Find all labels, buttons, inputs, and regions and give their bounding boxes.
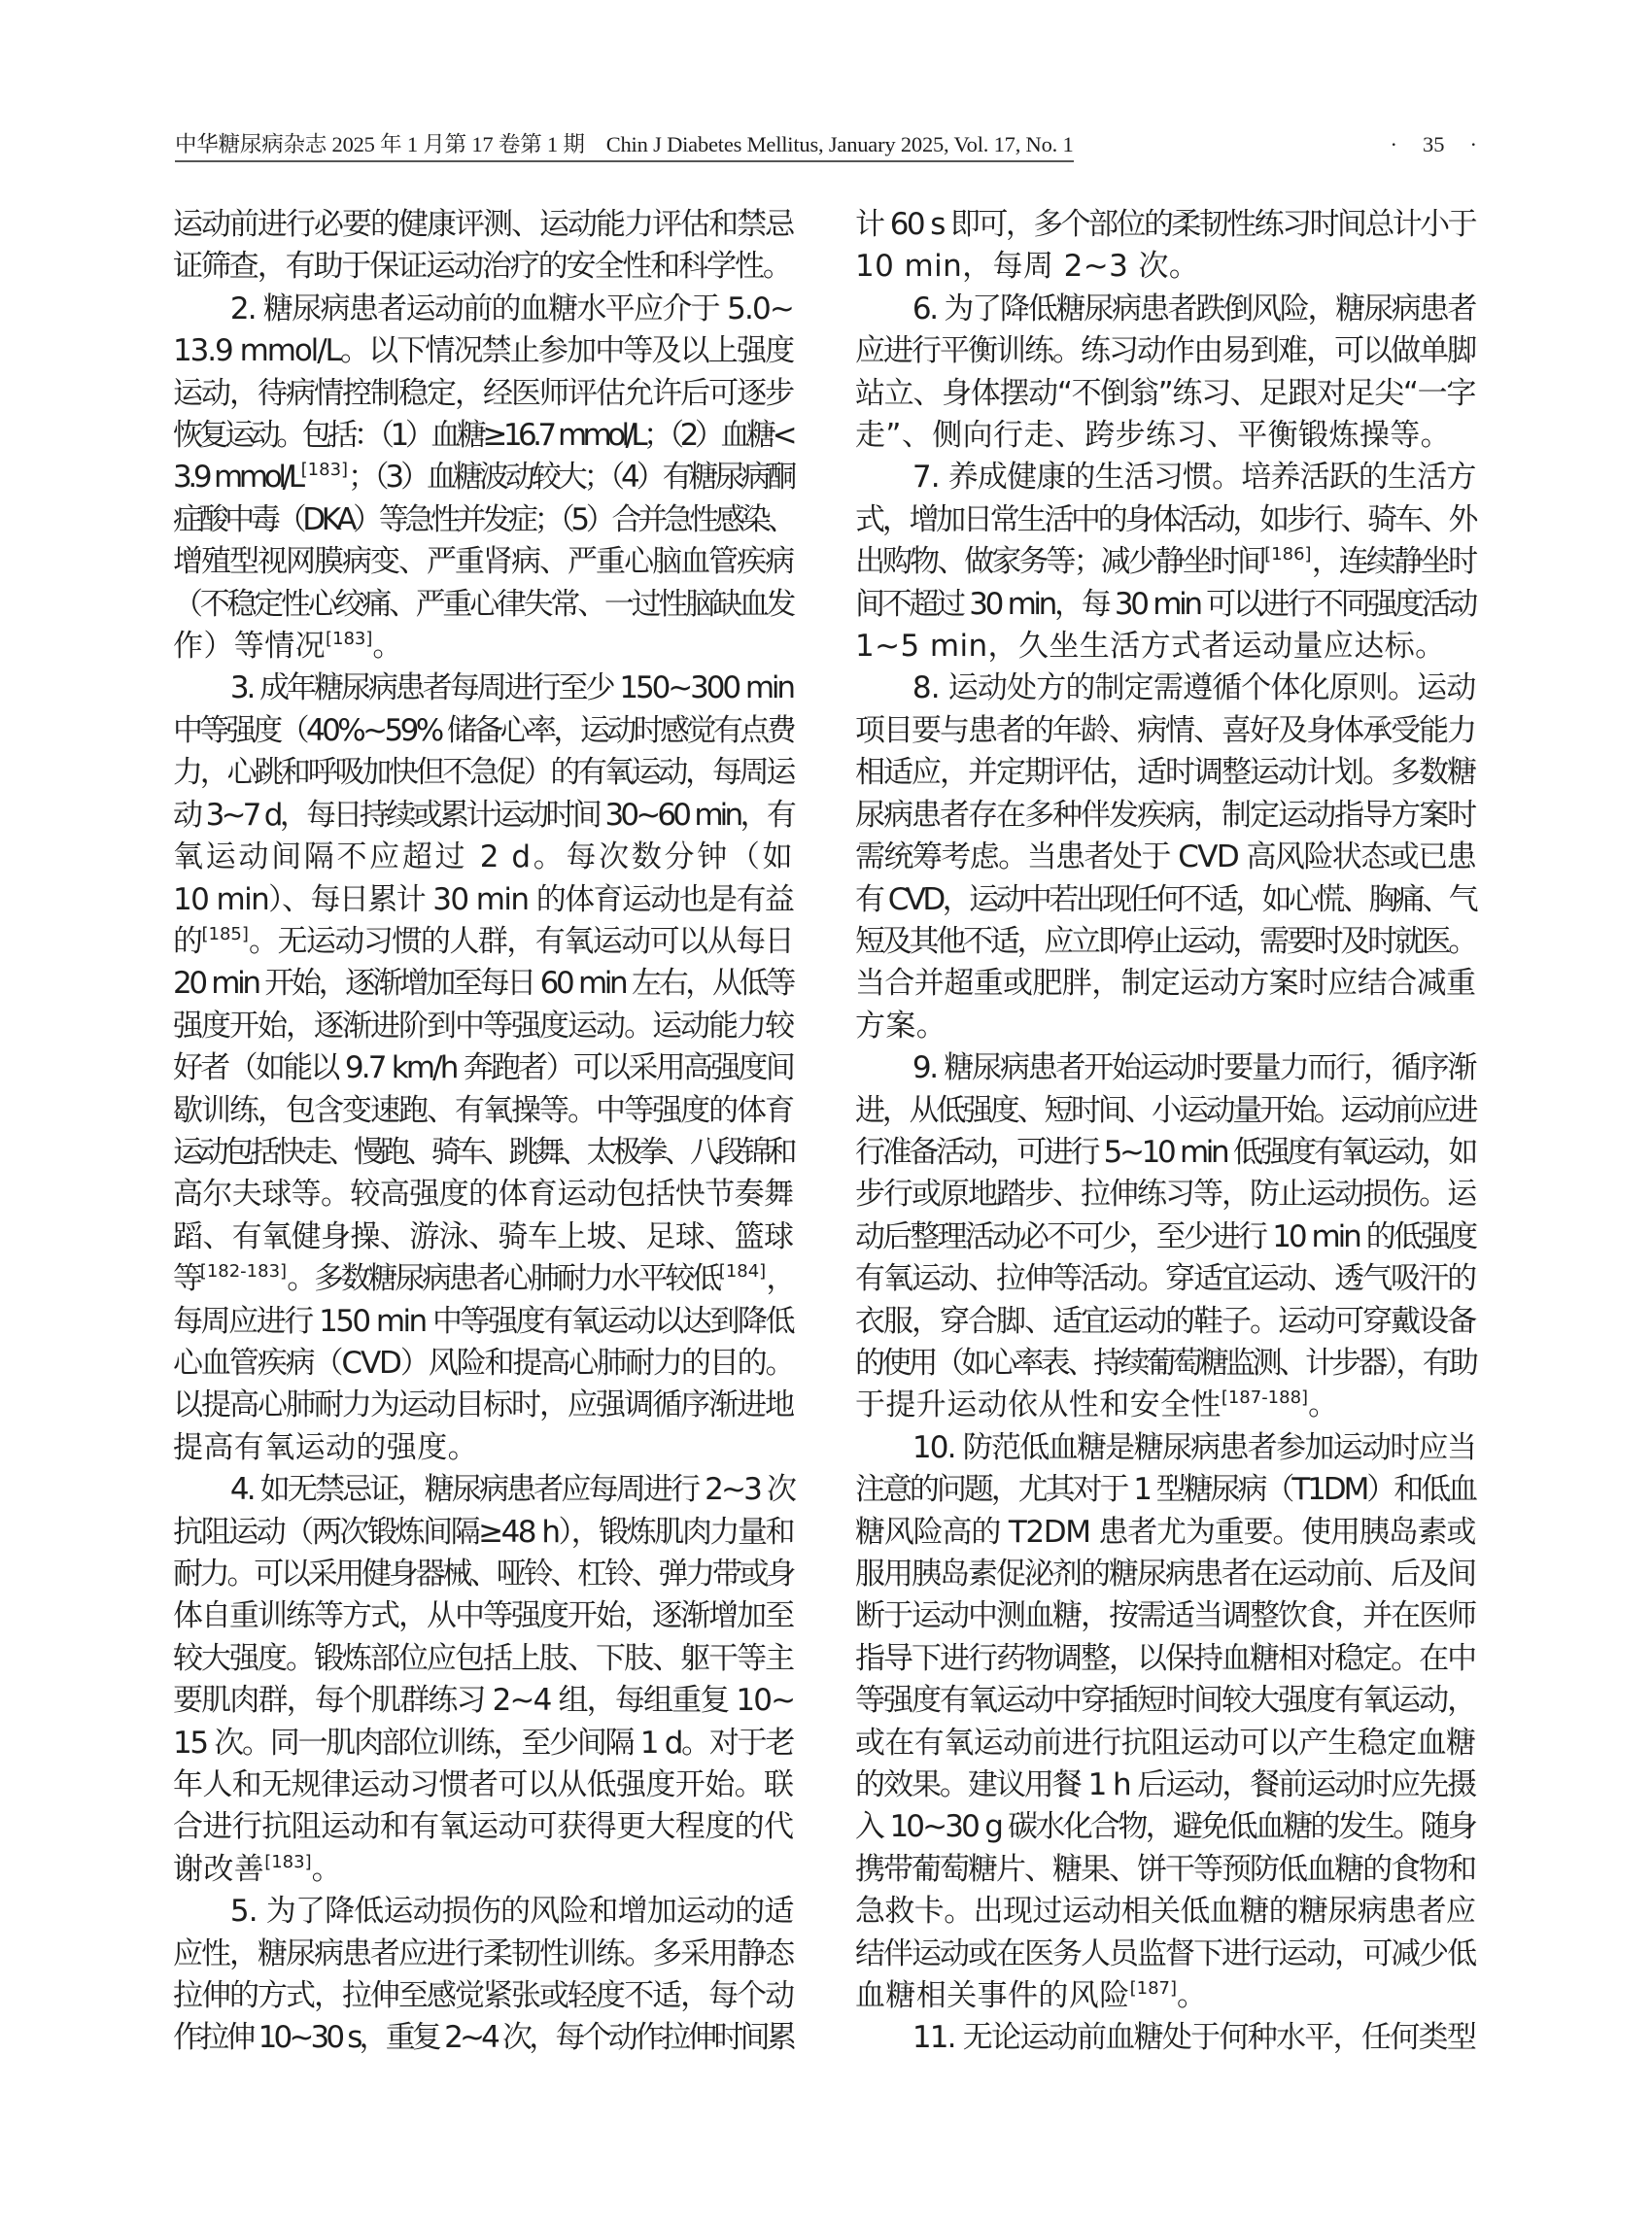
line-text: 运动，待病情控制稳定，经医师评估允许后可逐步 [173, 375, 793, 411]
text-line [855, 837, 1475, 878]
text-line [173, 415, 793, 457]
text-line [855, 1554, 1475, 1595]
line-text: 年人和无规律运动习惯者可以从低强度开始。联 [173, 1767, 794, 1803]
text-line [173, 837, 793, 878]
line-text: 以提高心肺耐力为运动目标时，应强调循序渐进地 [173, 1387, 793, 1423]
text-line [173, 1216, 793, 1258]
line-text: 3.9 mmol/L [173, 460, 301, 496]
line-text: 作）等情况 [173, 629, 326, 665]
line-text: 服用胰岛素促泌剂的糖尿病患者在运动前、后及间 [855, 1557, 1475, 1592]
line-text: 动 3~7 d，每日持续或累计运动时间 30~60 min，有 [173, 797, 793, 833]
line-text: 20 min 开始，逐渐增加至每日 60 min 左右，从低等 [173, 966, 793, 1002]
text-line [173, 1849, 793, 1891]
citation-ref: [187] [1129, 1978, 1178, 2000]
text-line [855, 1764, 1475, 1806]
line-text-after-ref: ，连续静坐时 [1311, 544, 1476, 580]
line-text: 心血管疾病（CVD）风险和提高心肺耐力的目的。 [173, 1345, 794, 1381]
text-line [173, 668, 793, 709]
journal-name-en: Chin J Diabetes Mellitus, January 2025, Vol. 17, No. 1 [605, 132, 1074, 156]
text-line [855, 1385, 1475, 1426]
line-text: 应性，糖尿病患者应进行柔韧性训练。多采用静态 [173, 1935, 793, 1971]
text-line [855, 1638, 1475, 1680]
text-line [855, 921, 1475, 963]
page-number: 35 [1423, 132, 1445, 156]
line-text: 作拉伸 10~30 s，重复 2~4 次，每个动作拉伸时间累 [173, 2020, 793, 2056]
line-text: 的使用（如心率表、持续葡萄糖监测、计步器），有助 [855, 1345, 1475, 1381]
text-line [173, 1680, 793, 1722]
text-line [173, 246, 793, 288]
line-text: 提高有氧运动的强度。 [173, 1429, 478, 1465]
line-text: 13.9 mmol/L。以下情况禁止参加中等及以上强度 [173, 333, 793, 369]
text-line [855, 795, 1475, 837]
text-line [173, 1934, 793, 1975]
text-line [173, 1723, 793, 1764]
line-text: 入 10~30 g 碳水化合物，避免低血糖的发生。随身 [855, 1809, 1475, 1845]
line-text: 应进行平衡训练。练习动作由易到难，可以做单脚 [855, 333, 1475, 369]
text-line [855, 1216, 1475, 1258]
text-line [855, 1090, 1475, 1132]
line-text: 8. 运动处方的制定需遵循个体化原则。运动 [912, 670, 1476, 706]
line-text: 证筛查，有助于保证运动治疗的安全性和科学性。 [173, 249, 791, 285]
text-line [173, 1469, 793, 1511]
text-line [855, 1934, 1475, 1975]
text-line [173, 541, 793, 583]
line-text: 耐力。可以采用健身器械、哑铃、杠铃、弹力带或身 [173, 1557, 793, 1592]
line-text: 1~5 min，久坐生活方式者运动量应达标。 [855, 629, 1446, 665]
text-line [173, 1385, 793, 1426]
line-text: 断于运动中测血糖，按需适当调整饮食，并在医师 [855, 1598, 1475, 1634]
line-text: 等强度有氧运动中穿插短时间较大强度有氧运动， [855, 1683, 1475, 1719]
line-text: 注意的问题，尤其对于 1 型糖尿病（T1DM）和低血 [855, 1472, 1475, 1508]
line-text: 血糖相关事件的风险 [855, 1978, 1130, 2014]
text-line [173, 626, 793, 668]
text-line [855, 499, 1475, 541]
line-text: 式，增加日常生活中的身体活动，如步行、骑车、外 [855, 501, 1475, 537]
text-line [855, 541, 1475, 583]
text-line [173, 710, 793, 752]
line-text: 7. 养成健康的生活习惯。培养活跃的生活方 [912, 460, 1476, 496]
line-text: 高尔夫球等。较高强度的体育运动包括快节奏舞 [173, 1177, 794, 1213]
text-line [173, 1301, 793, 1343]
line-text: 行准备活动，可进行 5~10 min 低强度有氧运动，如 [855, 1134, 1475, 1170]
citation-ref: [185] [201, 923, 249, 944]
running-head [175, 130, 1477, 163]
text-line [173, 1174, 793, 1216]
text-line [173, 752, 793, 794]
line-text: 出购物、做家务等；减少静坐时间 [855, 544, 1265, 580]
page-dot-right: · [1469, 132, 1477, 156]
page-number-block [1365, 130, 1478, 159]
text-line [173, 373, 793, 415]
text-line [855, 1006, 1475, 1047]
text-line [173, 1258, 793, 1300]
journal-name-cn: 中华糖尿病杂志 2025 年 1 月第 17 卷第 1 期 [175, 132, 585, 156]
text-line [855, 204, 1475, 246]
text-line [855, 373, 1475, 415]
line-text: 蹈、有氧健身操、游泳、骑车上坡、足球、篮球 [173, 1218, 794, 1254]
citation-ref: [183] [300, 460, 349, 481]
line-text: 运动包括快走、慢跑、骑车、跳舞、太极拳、八段锦和 [173, 1134, 793, 1170]
line-text: 动后整理活动必不可少，至少进行 10 min 的低强度 [855, 1218, 1475, 1254]
text-line [173, 1343, 793, 1385]
text-line [173, 1891, 793, 1933]
text-line [173, 1595, 793, 1637]
line-text: 歇训练，包含变速跑、有氧操等。中等强度的体育 [173, 1092, 793, 1128]
citation-ref: [186] [1264, 544, 1312, 565]
page-dot-left: · [1390, 132, 1397, 156]
line-text: 计 60 s 即可，多个部位的柔韧性练习时间总计小于 [855, 207, 1475, 242]
line-text: 或在有氧运动前进行抗阻运动可以产生稳定血糖 [855, 1725, 1476, 1761]
text-line [173, 963, 793, 1005]
line-text: 尿病患者存在多种伴发疾病，制定运动指导方案时 [855, 797, 1475, 833]
line-text: 指导下进行药物调整，以保持血糖相对稳定。在中 [855, 1640, 1475, 1676]
citation-ref: [184] [718, 1261, 767, 1283]
line-text: 2. 糖尿病患者运动前的血糖水平应介于 5.0~ [229, 291, 793, 326]
line-text-after-ref: ， [766, 1261, 793, 1297]
citation-ref: [183] [326, 629, 373, 650]
line-text: 进，从低强度、短时间、小运动量开始。运动前应进 [855, 1092, 1475, 1128]
text-line [855, 1595, 1475, 1637]
text-line [855, 1469, 1475, 1511]
line-text: 3. 成年糖尿病患者每周进行至少 150~300 min [229, 670, 793, 706]
text-line [173, 1047, 793, 1089]
line-text: 11. 无论运动前血糖处于何种水平，任何类型 [912, 2020, 1475, 2056]
line-text: 10 min）、每日累计 30 min 的体育运动也是有益 [173, 881, 794, 917]
line-text: 合进行抗阻运动和有氧运动可获得更大程度的代 [173, 1809, 794, 1845]
line-text: 抗阻运动（两次锻炼间隔≥48 h），锻炼肌肉力量和 [173, 1514, 793, 1550]
text-line [855, 330, 1475, 372]
line-text: 增殖型视网膜病变、严重肾病、严重心脑血管疾病 [173, 544, 793, 580]
text-line [855, 1680, 1475, 1722]
line-text: 间不超过 30 min，每 30 min 可以进行不同强度活动 [855, 586, 1475, 622]
line-text: 需统筹考虑。当患者处于 CVD 高风险状态或已患 [855, 839, 1475, 875]
text-line [173, 584, 793, 626]
text-line [173, 1427, 793, 1469]
journal-citation [175, 130, 1074, 162]
line-text: 较大强度。锻炼部位应包括上肢、下肢、躯干等主 [173, 1640, 793, 1676]
text-line [855, 1849, 1475, 1891]
line-text-after-ref: 。无运动习惯的人群，有氧运动可以从每日 [248, 923, 793, 959]
line-text: 有氧运动、拉伸等活动。穿适宜运动、透气吸汗的 [855, 1261, 1475, 1297]
text-line [173, 1090, 793, 1132]
text-line [173, 1764, 793, 1806]
text-line [173, 921, 793, 963]
line-text: 等 [173, 1261, 200, 1297]
text-line [855, 1301, 1475, 1343]
text-line [855, 2017, 1475, 2059]
text-line [855, 1723, 1475, 1764]
line-text: 氧运动间隔不应超过 2 d。每次数分钟（如 [173, 839, 793, 875]
text-line [173, 1806, 793, 1848]
line-text: 4. 如无禁忌证，糖尿病患者应每周进行 2~3 次 [229, 1472, 795, 1508]
text-line [855, 1258, 1475, 1300]
text-line [173, 1512, 793, 1554]
line-text-after-ref: 。 [372, 629, 403, 665]
line-text: 糖风险高的 T2DM 患者尤为重要。使用胰岛素或 [855, 1514, 1475, 1550]
text-line [855, 1806, 1475, 1848]
line-text: 携带葡萄糖片、糖果、饼干等预防低血糖的食物和 [855, 1851, 1475, 1887]
line-text: 相适应，并定期评估，适时调整运动计划。多数糖 [855, 755, 1475, 791]
line-text: 运动前进行必要的健康评测、运动能力评估和禁忌 [173, 207, 793, 242]
line-text: 衣服，穿合脚、适宜运动的鞋子。运动可穿戴设备 [855, 1303, 1475, 1339]
text-line [173, 204, 793, 246]
right-column [855, 204, 1475, 2060]
line-text: 要肌肉群，每个肌群练习 2~4 组，每组重复 10~ [173, 1683, 795, 1719]
text-line [173, 795, 793, 837]
line-text: 当合并超重或肥胖，制定运动方案时应结合减重 [855, 966, 1476, 1002]
line-text: 短及其他不适，应立即停止运动，需要时及时就医。 [855, 923, 1475, 959]
text-line [855, 457, 1475, 498]
text-line [855, 668, 1475, 709]
line-text: 15 次。同一肌肉部位训练，至少间隔 1 d。对于老 [173, 1725, 793, 1761]
text-line [855, 1343, 1475, 1385]
text-line [173, 1975, 793, 2017]
citation-ref: [182-183] [199, 1261, 288, 1283]
citation-ref: [187-188] [1221, 1387, 1309, 1409]
line-text: 好者（如能以 9.7 km/h 奔跑者）可以采用高强度间 [173, 1050, 793, 1086]
text-line [855, 289, 1475, 330]
text-line [173, 879, 793, 921]
line-text-after-ref: ；（3）血糖波动较大；（4）有糖尿病酮 [348, 460, 793, 496]
text-line [173, 1638, 793, 1680]
text-line [173, 1132, 793, 1174]
left-column [173, 204, 793, 2060]
line-text: 强度开始，逐渐进阶到中等强度运动。运动能力较 [173, 1008, 793, 1044]
text-line [855, 1047, 1475, 1089]
text-line [855, 710, 1475, 752]
line-text: 谢改善 [173, 1851, 265, 1887]
line-text-after-ref: 。 [1177, 1978, 1208, 2014]
text-line [173, 289, 793, 330]
line-text: 恢复运动。包括：（1）血糖≥16.7 mmol/L；（2）血糖< [173, 418, 793, 454]
text-line [173, 1554, 793, 1595]
text-line [173, 330, 793, 372]
line-text: 于提升运动依从性和安全性 [855, 1387, 1222, 1423]
text-line [173, 457, 793, 498]
line-text: （不稳定性心绞痛、严重心律失常、一过性脑缺血发 [173, 586, 793, 622]
line-text: 9. 糖尿病患者开始运动时要量力而行，循序渐 [912, 1050, 1475, 1086]
citation-ref: [183] [264, 1851, 312, 1872]
text-line [855, 1174, 1475, 1216]
line-text: 方案。 [855, 1008, 947, 1044]
text-line [173, 2017, 793, 2059]
line-text: 步行或原地踏步、拉伸练习等，防止运动损伤。运 [855, 1177, 1475, 1213]
text-line [855, 1427, 1475, 1469]
text-line [855, 584, 1475, 626]
text-line [855, 1512, 1475, 1554]
line-text: 有 CVD，运动中若出现任何不适，如心慌、胸痛、气 [855, 881, 1475, 917]
line-text-after-ref: 。多数糖尿病患者心肺耐力水平较低 [287, 1261, 719, 1297]
line-text: 6. 为了降低糖尿病患者跌倒风险，糖尿病患者 [912, 291, 1475, 326]
line-text: 急救卡。出现过运动相关低血糖的糖尿病患者应 [855, 1894, 1476, 1930]
text-line [855, 246, 1475, 288]
line-text: 10 min，每周 2~3 次。 [855, 249, 1200, 285]
text-line [173, 499, 793, 541]
text-line [855, 879, 1475, 921]
text-line [855, 1891, 1475, 1933]
line-text: 走”、侧向行走、跨步练习、平衡锻炼操等。 [855, 418, 1452, 454]
line-text: 的 [173, 923, 202, 959]
text-line [855, 1132, 1475, 1174]
line-text: 项目要与患者的年龄、病情、喜好及身体承受能力 [855, 712, 1475, 748]
line-text: 每周应进行 150 min 中等强度有氧运动以达到降低 [173, 1303, 793, 1339]
line-text: 体自重训练等方式，从中等强度开始，逐渐增加至 [173, 1598, 793, 1634]
text-line [855, 415, 1475, 457]
text-line [173, 1006, 793, 1047]
line-text: 拉伸的方式，拉伸至感觉紧张或轻度不适，每个动 [173, 1978, 793, 2014]
line-text: 症酸中毒（DKA）等急性并发症；（5）合并急性感染、 [173, 501, 793, 537]
text-line [855, 626, 1475, 668]
line-text: 中等强度（40%~59% 储备心率，运动时感觉有点费 [173, 712, 794, 748]
line-text: 5. 为了降低运动损伤的风险和增加运动的适 [229, 1894, 794, 1930]
line-text-after-ref: 。 [1308, 1387, 1339, 1423]
line-text-after-ref: 。 [311, 1851, 343, 1887]
line-text: 10. 防范低血糖是糖尿病患者参加运动时应当 [912, 1429, 1475, 1465]
text-line [855, 1975, 1475, 2017]
text-line [855, 752, 1475, 794]
text-line [855, 963, 1475, 1005]
line-text: 站立、身体摆动“不倒翁”练习、足跟对足尖“一字 [855, 375, 1475, 411]
line-text: 力，心跳和呼吸加快但不急促）的有氧运动，每周运 [173, 755, 793, 791]
line-text: 结伴运动或在医务人员监督下进行运动，可减少低 [855, 1935, 1475, 1971]
line-text: 的效果。建议用餐 1 h 后运动，餐前运动时应先摄 [855, 1767, 1475, 1803]
